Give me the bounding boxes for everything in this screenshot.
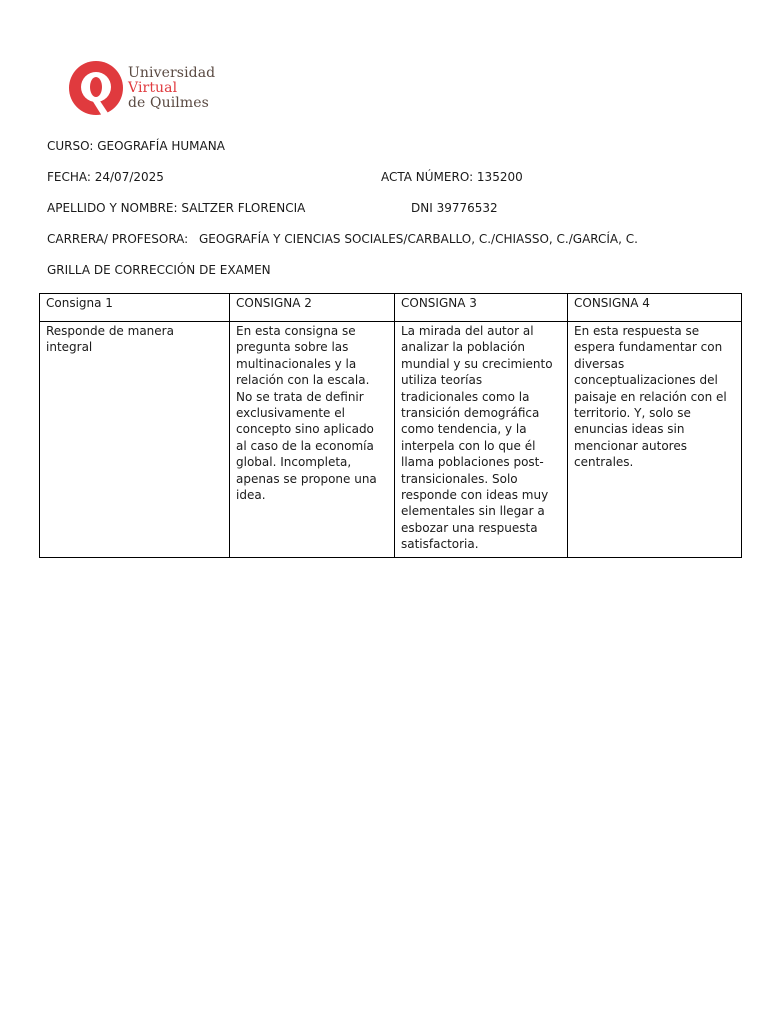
career-value: GEOGRAFÍA Y CIENCIAS SOCIALES/CARBALLO, C./CHIASSO, C./GARCÍA, C. — [199, 232, 638, 246]
cell-consigna-3: La mirada del autor al analizar la población mundial y su crecimiento utiliza teorías tradicionales como la transición demográfica como tendencia, y la interpela con lo que él llama poblaciones post-transicionales. Solo responde con ideas muy elementales sin llegar a esbozar una respuesta satisfactoria. — [395, 322, 568, 558]
header-consigna-2: CONSIGNA 2 — [230, 294, 395, 322]
correction-grid-table — [39, 293, 742, 558]
student-name-line: APELLIDO Y NOMBRE: SALTZER FLORENCIA — [47, 201, 306, 215]
logo-line-3: de Quilmes — [128, 95, 209, 111]
logo-wordmark — [128, 66, 215, 111]
q-logo-icon — [68, 60, 126, 118]
university-logo — [68, 60, 228, 120]
cell-consigna-2: En esta consigna se pregunta sobre las multinacionales y la relación con la escala. No se trata de definir exclusivamente el concepto sino aplicado al caso de la economía global. Incompleta, apenas se propone una idea. — [230, 322, 395, 558]
career-label: CARRERA/ PROFESORA: — [47, 232, 189, 246]
date-line: FECHA: 24/07/2025 — [47, 170, 164, 184]
course-line: CURSO: GEOGRAFÍA HUMANA — [47, 139, 225, 153]
cell-consigna-4: En esta respuesta se espera fundamentar con diversas conceptualizaciones del paisaje en relación con el territorio. Y, solo se enuncias ideas sin mencionar autores centrales. — [568, 322, 742, 558]
header-consigna-1: Consigna 1 — [40, 294, 230, 322]
table-header-row — [40, 294, 742, 322]
acta-number: ACTA NÚMERO: 135200 — [381, 170, 523, 184]
logo-line-1: Universidad — [128, 65, 216, 81]
grid-title: GRILLA DE CORRECCIÓN DE EXAMEN — [47, 263, 271, 277]
header-consigna-4: CONSIGNA 4 — [568, 294, 742, 322]
logo-line-2: Virtual — [128, 80, 178, 96]
table-row — [40, 322, 742, 558]
header-consigna-3: CONSIGNA 3 — [395, 294, 568, 322]
dni-line: DNI 39776532 — [411, 201, 498, 215]
cell-consigna-1: Responde de manera integral — [40, 322, 230, 558]
